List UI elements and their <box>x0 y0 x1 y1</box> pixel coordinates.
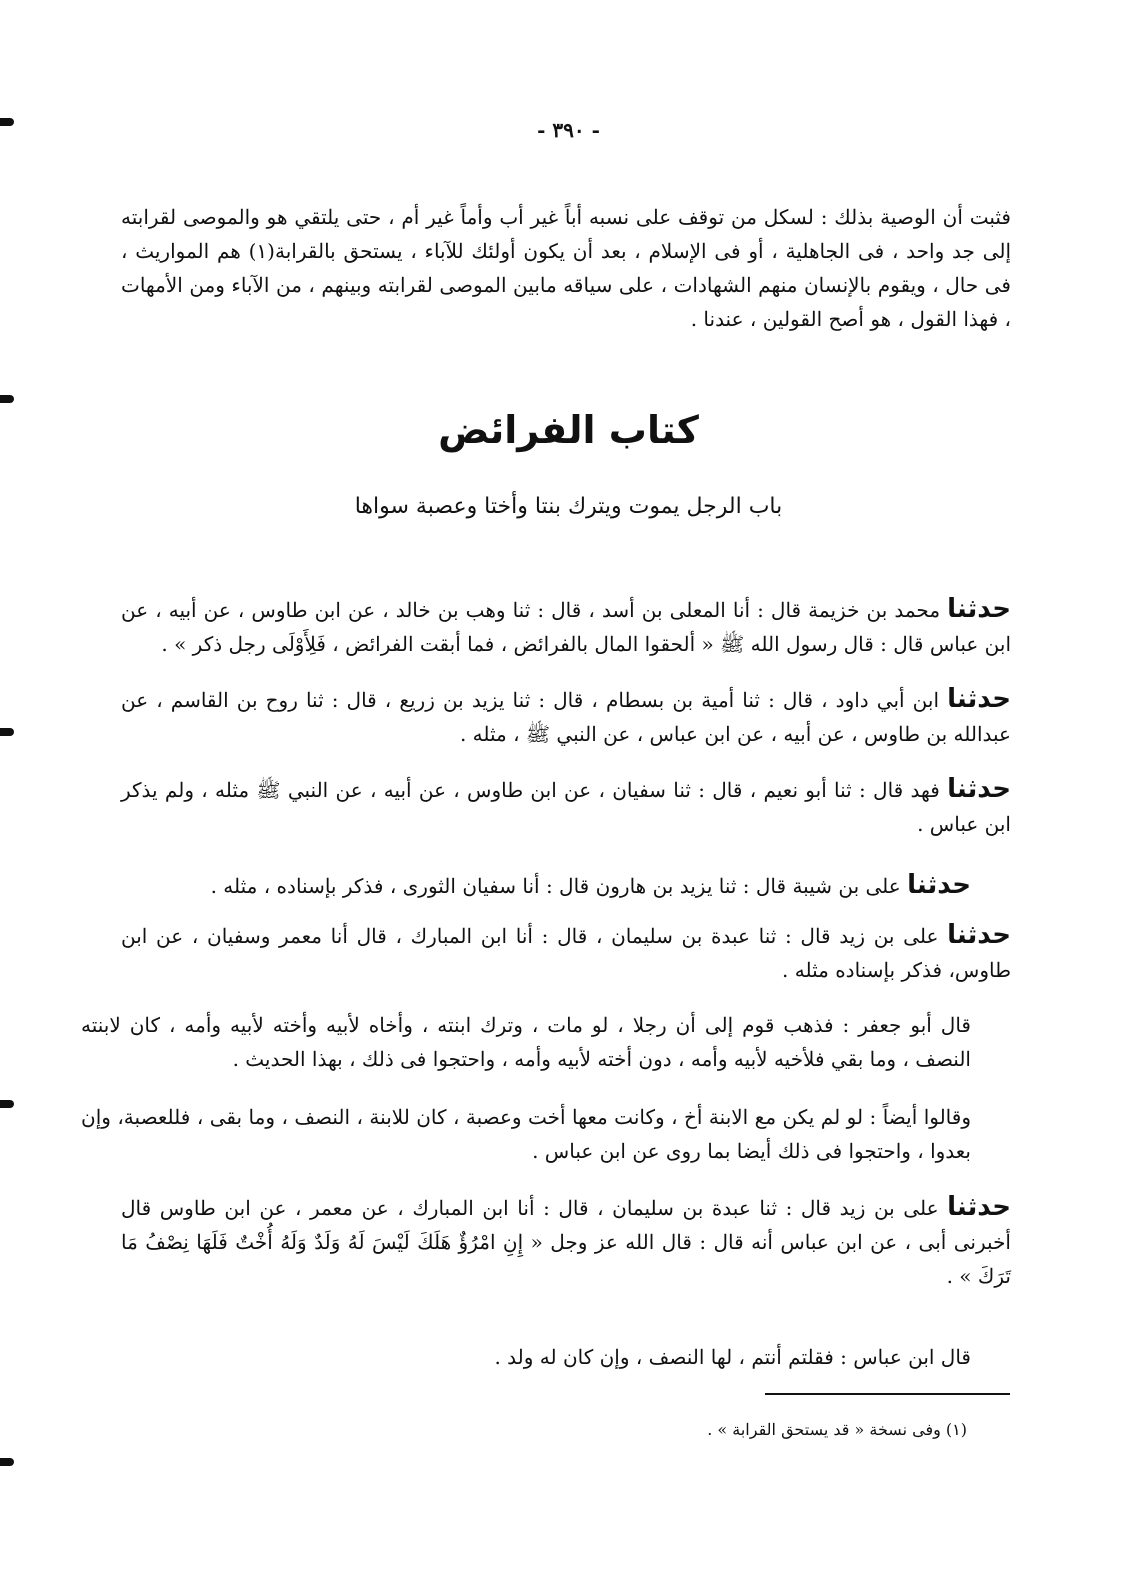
hadith-text: على بن شيبة قال : ثنا يزيد بن هارون قال : أنا سفيان الثورى ، فذكر بإسناده ، مثله . <box>210 874 901 898</box>
page-number: - ٣٩٠ - <box>537 118 600 142</box>
intro-paragraph: فثبت أن الوصية بذلك : لسكل من توقف على نسبه أباً غير أب وأماً غير أم ، حتى يلتقي هو والموصى لقرابته إلى جد واحد ، فى الجاهلية ، أو فى الإسلام ، بعد أن يكون أولئك للآباء ، يستحق بالقرابة(١) هم المواريث ، فى حال ، ويقوم بالإنسان منهم الشهادات ، على سياقه مابين الموصى لقرابته وبينهم ، من الآباء ومن الأمهات ، فهذا القول ، هو أصح القولين ، عندنا . <box>121 205 1011 331</box>
footnote-divider <box>765 1393 1010 1395</box>
hadith-paragraph <box>121 592 1011 661</box>
margin-mark <box>0 1458 14 1466</box>
commentary-paragraph: قال أبو جعفر : فذهب قوم إلى أن رجلا ، لو مات ، وترك ابنته ، وأخاه لأبيه وأخته لأبيه وأمه ، كان لابنته النصف ، وما بقي فلأخيه لأبيه وأمه ، دون أخته لأبيه وأمه ، واحتجوا فى ذلك ، بهذا الحديث . <box>81 1013 971 1071</box>
hadith-paragraph <box>81 868 1011 903</box>
margin-mark <box>0 395 14 403</box>
hadith-lead: حدثنا <box>907 870 971 900</box>
hadith-lead: حدثنا <box>947 684 1012 714</box>
hadith-text: على بن زيد قال : ثنا عبدة بن سليمان ، قال : أنا ابن المبارك ، قال أنا معمر وسفيان ، عن ابن طاوس، فذكر بإسناده مثله . <box>121 924 1011 982</box>
book-title: كتاب الفرائض <box>438 408 699 452</box>
hadith-text: محمد بن خزيمة قال : أنا المعلى بن أسد ، قال : ثنا وهب بن خالد ، عن ابن طاوس ، عن أبيه ، عن ابن عباس قال : قال رسول الله ﷺ « ألحقوا المال بالفرائض ، فما أبقت الفرائض ، فَلِأَوْلَى رجل ذكر » . <box>121 598 1011 656</box>
footnote: (١) وفى نسخة « قد يستحق القرابة » . <box>707 1420 967 1439</box>
commentary-paragraph: وقالوا أيضاً : لو لم يكن مع الابنة أخ ، وكانت معها أخت وعصبة ، كان للابنة ، النصف ، وما بقى ، فللعصبة، وإن بعدوا ، واحتجوا فى ذلك أيضا بما روى عن ابن عباس . <box>81 1105 971 1163</box>
hadith-lead: حدثنا <box>947 774 1012 804</box>
hadith-paragraph <box>121 772 1011 841</box>
margin-mark <box>0 1100 14 1108</box>
hadith-text: على بن زيد قال : ثنا عبدة بن سليمان ، قال : أنا ابن المبارك ، عن معمر ، عن ابن طاوس قال أخبرنى أبى ، عن ابن عباس أنه قال : قال الله عز وجل « إِنِ امْرُؤٌ هَلَكَ لَيْسَ لَهُ وَلَدٌ وَلَهُ أُخْتٌ فَلَهَا نِصْفُ مَا تَرَكَ » . <box>121 1196 1011 1288</box>
hadith-paragraph <box>121 918 1011 987</box>
hadith-paragraph <box>121 1190 1011 1293</box>
chapter-title: باب الرجل يموت ويترك بنتا وأختا وعصبة سواها <box>354 494 783 519</box>
hadith-lead: حدثنا <box>947 920 1011 950</box>
hadith-lead: حدثنا <box>947 1192 1012 1222</box>
margin-mark <box>0 728 14 736</box>
closing-paragraph: قال ابن عباس : فقلتم أنتم ، لها النصف ، وإن كان له ولد . <box>494 1345 971 1369</box>
hadith-lead: حدثنا <box>947 594 1011 624</box>
hadith-text: فهد قال : ثنا أبو نعيم ، قال : ثنا سفيان ، عن ابن طاوس ، عن أبيه ، عن النبي ﷺ مثله ، ولم يذكر ابن عباس . <box>121 778 1011 836</box>
hadith-paragraph <box>121 682 1011 751</box>
hadith-text: ابن أبي داود ، قال : ثنا أمية بن بسطام ، قال : ثنا يزيد بن زريع ، قال : ثنا روح بن القاسم ، عن عبدالله بن طاوس ، عن أبيه ، عن ابن عباس ، عن النبي ﷺ ، مثله . <box>121 688 1011 746</box>
